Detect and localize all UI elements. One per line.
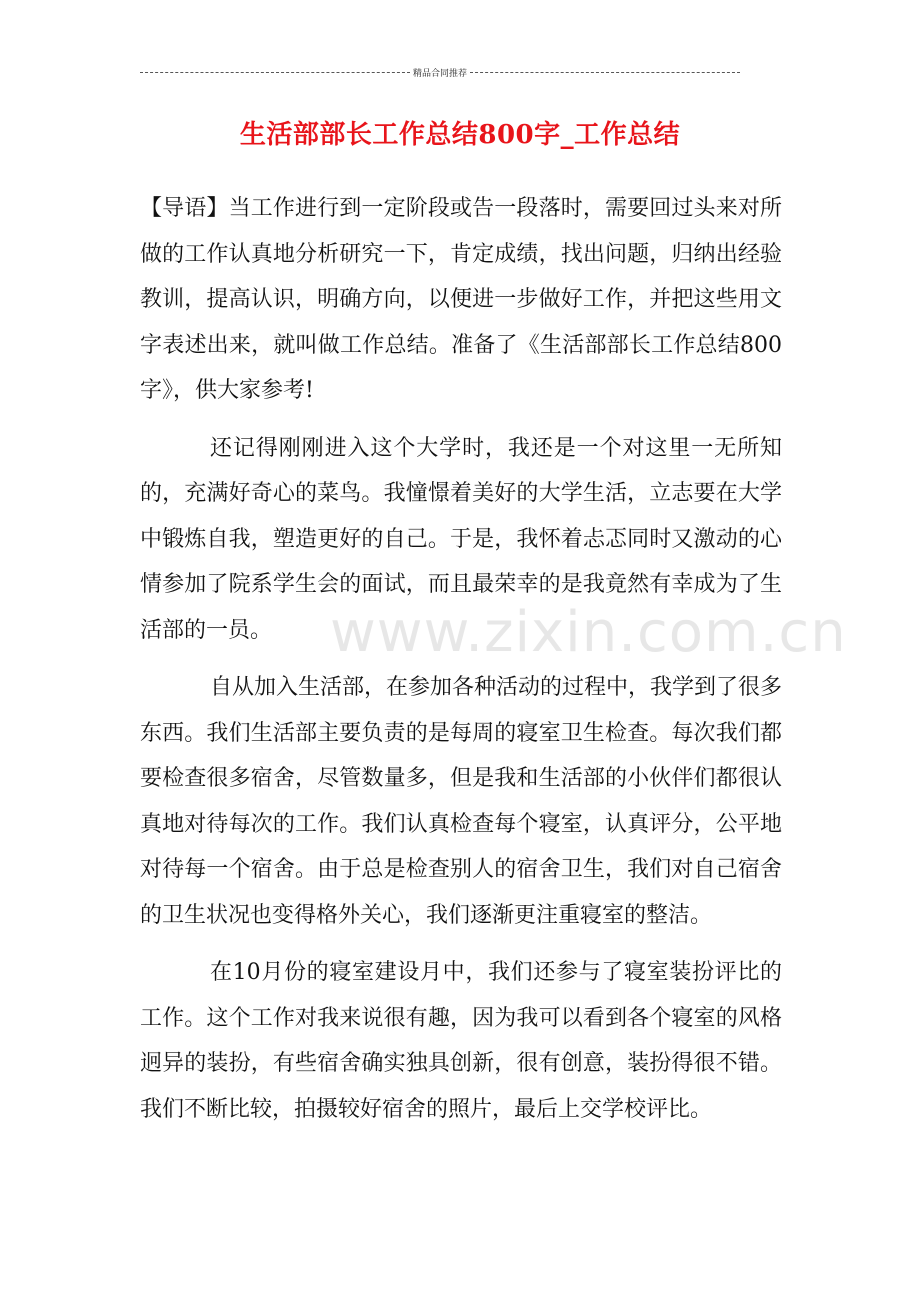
header-rule (140, 66, 740, 79)
document-body (140, 186, 782, 1132)
header-dash-right (470, 72, 740, 73)
body-paragraph-2: 自从加入生活部，在参加各种活动的过程中，我学到了很多东西。我们生活部主要负责的是每周的寝室卫生检查。每次我们都要检查很多宿舍，尽管数量多，但是我和生活部的小伙伴们都很认真地对待每次的工作。我们认真检查每个寝室，认真评分，公平地对待每一个宿舍。由于总是检查别人的宿舍卫生，我们对自己宿舍的卫生状况也变得格外关心，我们逐渐更注重寝室的整洁。 (140, 675, 783, 928)
document-title: 生活部部长工作总结800字_工作总结 (239, 120, 681, 150)
body-paragraph-3: 在10月份的寝室建设月中，我们还参与了寝室装扮评比的工作。这个工作对我来说很有趣，因为我可以看到各个寝室的风格迥异的装扮，有些宿舍确实独具创新，很有创意，装扮得很不错。我们不断比较，拍摄较好宿舍的照片，最后上交学校评比。 (140, 960, 782, 1122)
body-paragraph-1: 还记得刚刚进入这个大学时，我还是一个对这里一无所知的，充满好奇心的菜鸟。我憧憬着美好的大学生活，立志要在大学中锻炼自我，塑造更好的自己。于是，我怀着忐忑同时又激动的心情参加了院系学生会的面试，而且最荣幸的是我竟然有幸成为了生活部的一员。 (140, 435, 782, 643)
header-dash-left (140, 72, 410, 73)
intro-paragraph: 【导语】当工作进行到一定阶段或告一段落时，需要回过头来对所做的工作认真地分析研究一下，肯定成绩，找出问题，归纳出经验教训，提高认识，明确方向，以便进一步做好工作，并把这些用文字表述出来，就叫做工作总结。准备了《生活部部长工作总结800字》，供大家参考! (140, 196, 782, 403)
header-label: 精品合同推荐 (413, 69, 468, 79)
watermark: www.zixin.com.cn (330, 600, 847, 665)
